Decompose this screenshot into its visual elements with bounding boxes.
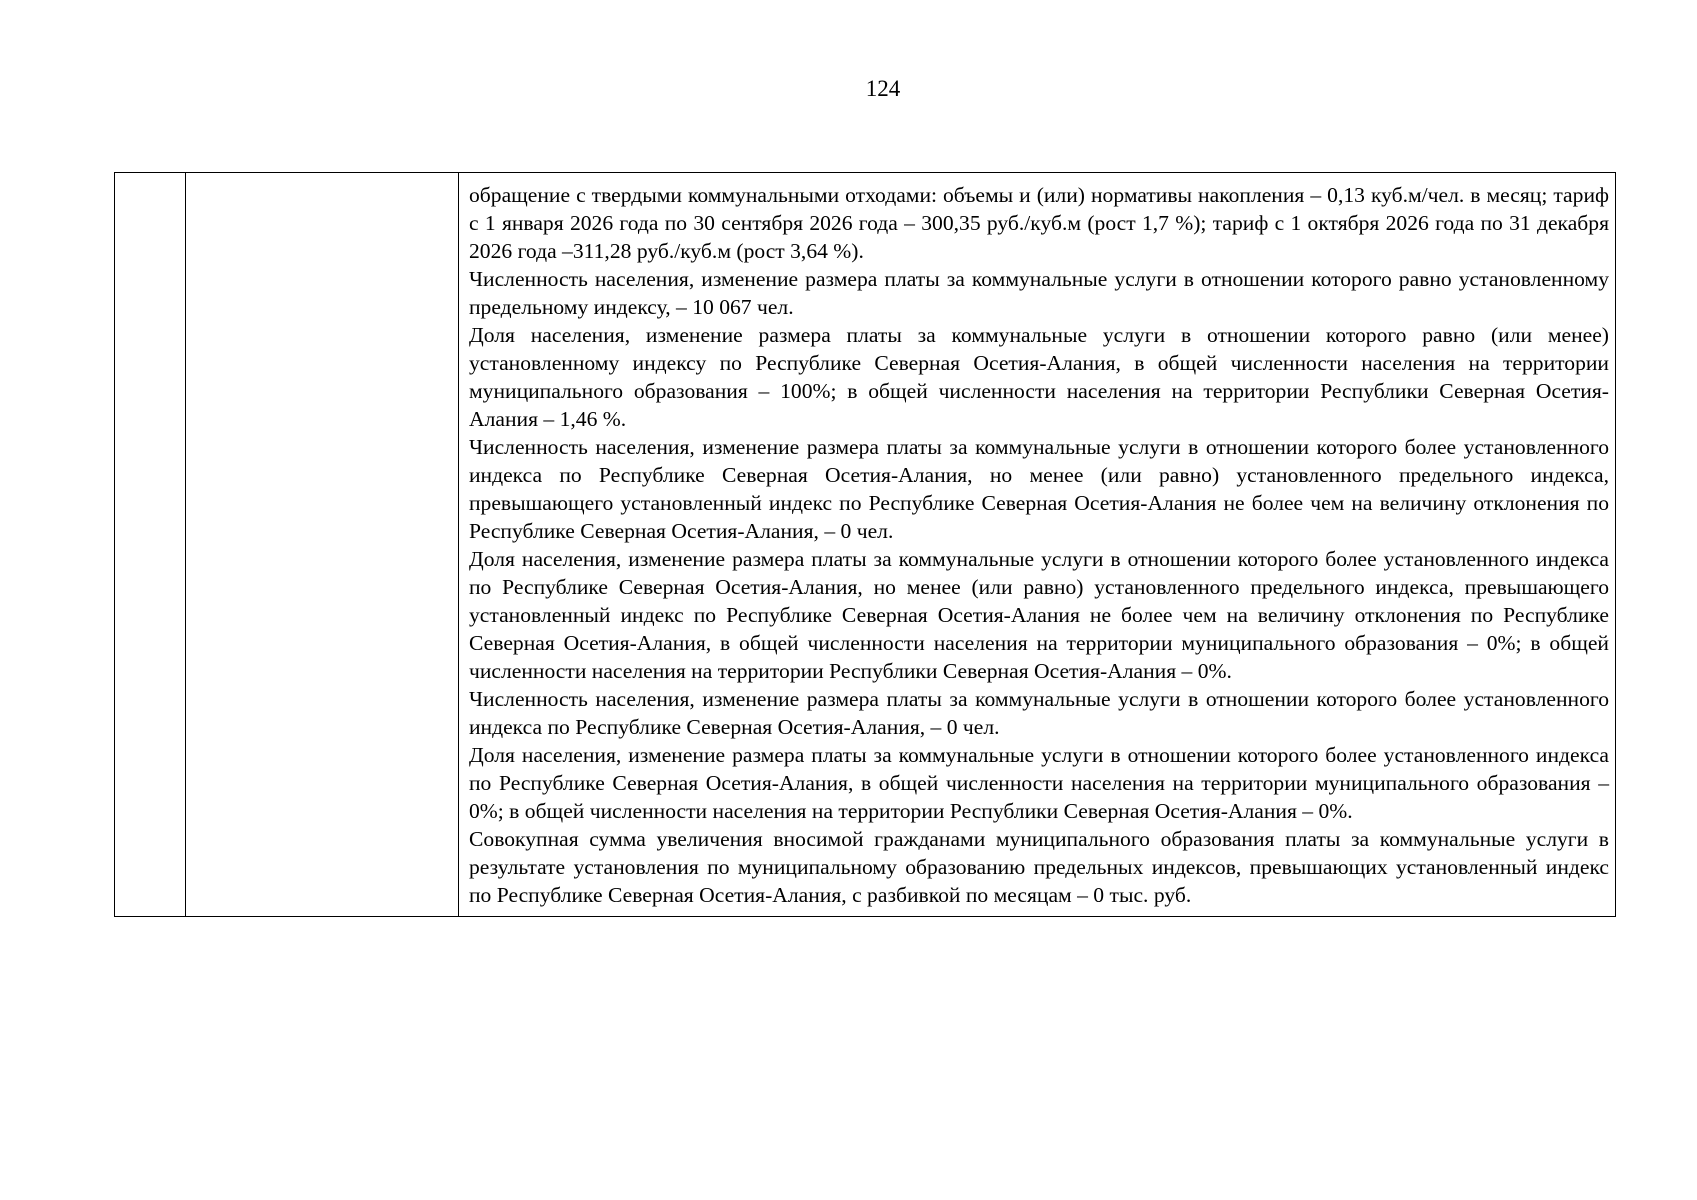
- table-cell-name: [186, 173, 459, 917]
- paragraph-total-increase: Совокупная сумма увеличения вносимой гражданами муниципального образования платы за коммунальные услуги в результате установления по муниципальному образованию предельных индексов, превышающих установленный индекс по Республике Северная Осетия-Алания, с разбивкой по месяцам – 0 тыс. руб.: [469, 827, 1609, 907]
- table-cell-description: [459, 173, 1616, 917]
- paragraph-share-above-established: Доля населения, изменение размера платы за коммунальные услуги в отношении которого более установленного индекса по Республике Северная Осетия-Алания, в общей численности населения на территории муниципального образования – 0%; в общей численности населения на территории Республики Северная Осетия-Алания – 0%.: [469, 743, 1609, 823]
- paragraph-share-above-index: Доля населения, изменение размера платы за коммунальные услуги в отношении которого более установленного индекса по Республике Северная Осетия-Алания, но менее (или равно) установленного предельного индекса, превышающего установленный индекс по Республике Северная Осетия-Алания не более чем на величину отклонения по Республике Северная Осетия-Алания, в общей численности населения на территории муниципального образования – 0%; в общей численности населения на территории Республики Северная Осетия-Алания – 0%.: [469, 547, 1609, 683]
- paragraph-population-above-established: Численность населения, изменение размера платы за коммунальные услуги в отношении которого более установленного индекса по Республике Северная Осетия-Алания, – 0 чел.: [469, 687, 1609, 739]
- document-table: [114, 172, 1616, 917]
- description-text: [459, 173, 1615, 916]
- paragraph-population-above-index: Численность населения, изменение размера платы за коммунальные услуги в отношении которого более установленного индекса по Республике Северная Осетия-Алания, но менее (или равно) установленного предельного индекса, превышающего установленный индекс по Республике Северная Осетия-Алания не более чем на величину отклонения по Республике Северная Осетия-Алания, – 0 чел.: [469, 435, 1609, 543]
- paragraph-msw-tariff: обращение с твердыми коммунальными отходами: объемы и (или) нормативы накопления – 0,13 куб.м/чел. в месяц; тариф с 1 января 2026 года по 30 сентября 2026 года – 300,35 руб./куб.м (рост 1,7 %); тариф с 1 октября 2026 года по 31 декабря 2026 года –311,28 руб./куб.м (рост 3,64 %).: [469, 183, 1609, 263]
- paragraph-population-equal-limit: Численность населения, изменение размера платы за коммунальные услуги в отношении которого равно установленному предельному индексу, – 10 067 чел.: [469, 267, 1609, 319]
- paragraph-share-equal-or-less: Доля населения, изменение размера платы за коммунальные услуги в отношении которого равно (или менее) установленному индексу по Республике Северная Осетия-Алания, в общей численности населения на территории муниципального образования – 100%; в общей численности населения на территории Республики Северная Осетия-Алания – 1,46 %.: [469, 323, 1609, 431]
- page-number: 124: [865, 76, 901, 101]
- table-row: [115, 173, 1616, 917]
- table-cell-number: [115, 173, 186, 917]
